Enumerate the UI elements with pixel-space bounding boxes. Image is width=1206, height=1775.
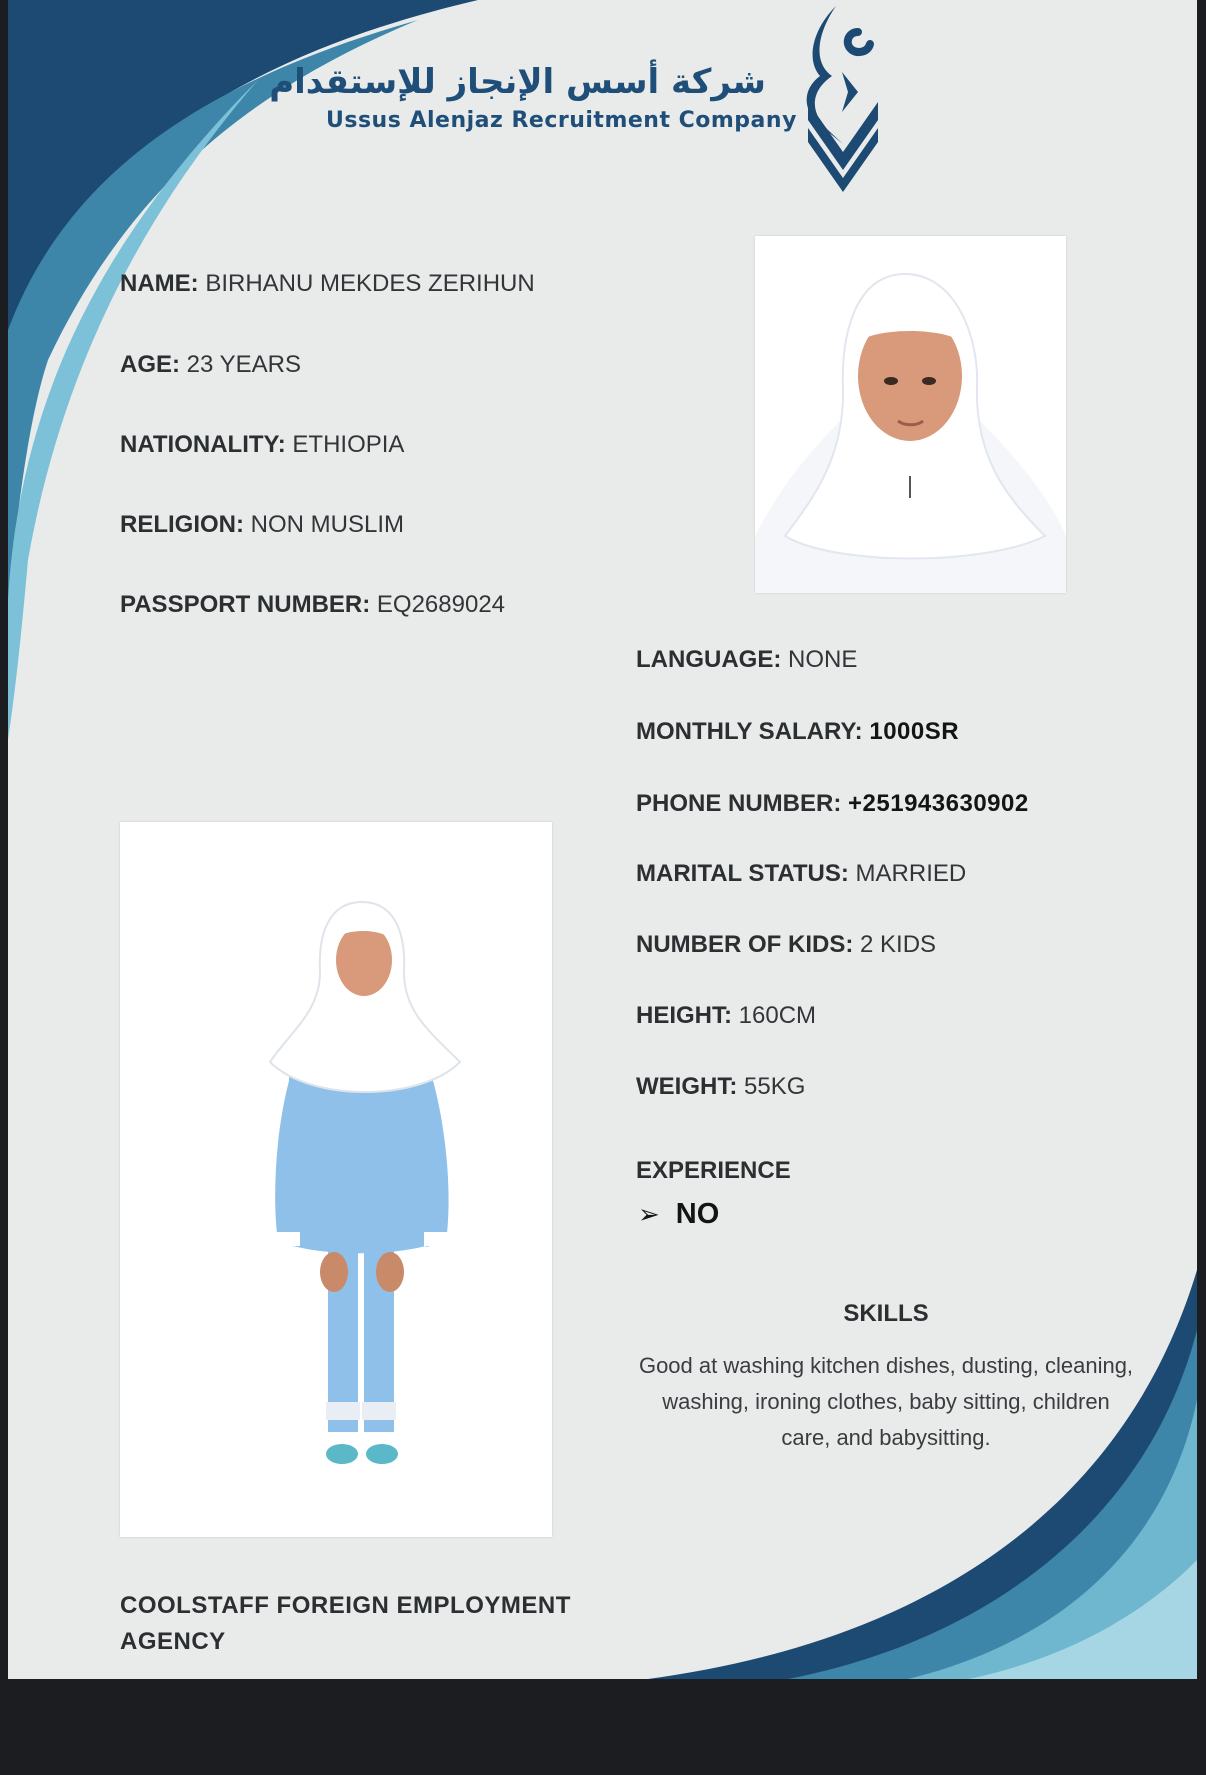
company-name-english: Ussus Alenjaz Recruitment Company [326,108,797,133]
cv-sheet [8,0,1197,1679]
height-label: HEIGHT: [636,1002,732,1029]
skills-title: SKILLS [843,1300,929,1327]
full-body-photo [120,822,552,1537]
weight-label: WEIGHT: [636,1073,738,1100]
field-religion [120,511,404,539]
field-name [120,270,535,298]
company-name-arabic: شركة أسس الإنجاز للإستقدام [269,62,766,102]
field-language [636,646,857,674]
marital-label: MARITAL STATUS: [636,860,849,887]
experience-value: NO [675,1198,720,1230]
phone-value: +251943630902 [848,790,1029,817]
field-kids [636,931,936,959]
field-age [120,351,301,379]
kids-value: 2 KIDS [860,931,937,958]
age-value: 23 YEARS [186,351,301,378]
arrow-bullet-icon: ➢ [638,1200,660,1230]
skills-text: Good at washing kitchen dishes, dusting, cleaning, washing, ironing clothes, baby sitting, children care, and babysitting. [638,1353,1134,1450]
language-value: NONE [788,646,858,673]
headshot-photo [755,236,1066,593]
field-nationality [120,431,404,459]
name-value: BIRHANU MEKDES ZERIHUN [205,270,535,297]
field-salary [636,718,959,746]
field-passport [120,591,505,619]
passport-label: PASSPORT NUMBER: [120,591,371,618]
weight-value: 55KG [744,1073,806,1100]
religion-value: NON MUSLIM [250,511,405,538]
language-label: LANGUAGE: [636,646,782,673]
nationality-value: ETHIOPIA [292,431,405,458]
height-value: 160CM [738,1002,817,1029]
salary-label: MONTHLY SALARY: [636,718,863,745]
field-marital-status [636,860,966,888]
religion-label: RELIGION: [120,511,244,538]
company-logo-icon [798,2,888,192]
marital-value: MARRIED [855,860,967,887]
field-weight [636,1073,805,1101]
phone-label: PHONE NUMBER: [636,790,842,817]
experience-row [638,1198,719,1231]
field-phone [636,790,1029,818]
field-height [636,1002,816,1030]
nationality-label: NATIONALITY: [120,431,286,458]
age-label: AGE: [120,351,180,378]
agency-name: COOLSTAFF FOREIGN EMPLOYMENT AGENCY [120,1592,571,1655]
salary-value: 1000SR [869,718,960,745]
kids-label: NUMBER OF KIDS: [636,931,854,958]
experience-title: EXPERIENCE [636,1157,791,1184]
passport-value: EQ2689024 [376,591,506,618]
name-label: NAME: [120,270,199,297]
